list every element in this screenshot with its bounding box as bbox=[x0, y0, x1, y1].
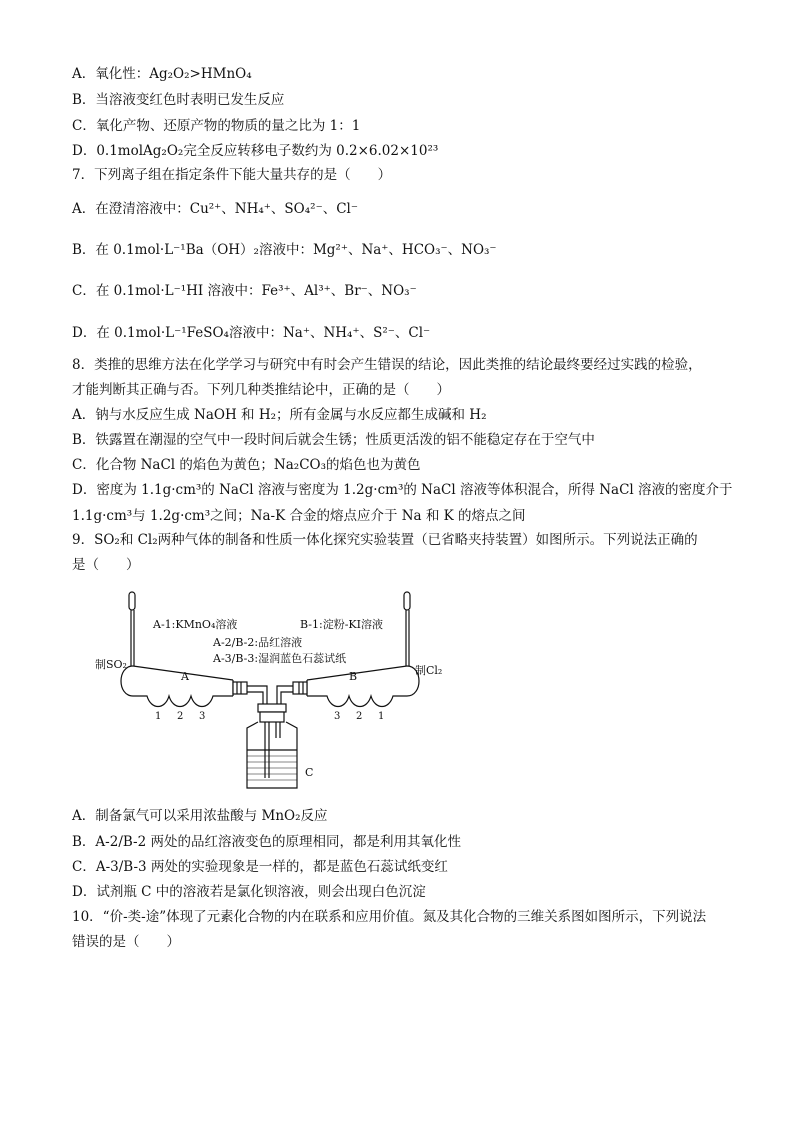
left-num-3: 3 bbox=[199, 711, 206, 722]
q9-option-c: C．A-3/B-3 两处的实验现象是一样的，都是蓝色石蕊试纸变红 bbox=[72, 859, 448, 875]
right-dropper-icon bbox=[404, 592, 410, 666]
q10-stem-line2: 错误的是（ ） bbox=[72, 934, 180, 950]
connecting-tubes-icon bbox=[247, 686, 293, 706]
left-num-1: 1 bbox=[155, 711, 162, 722]
q8-stem-line1: 8．类推的思维方法在化学学习与研究中有时会产生错误的结论，因此类推的结论最终要经过实践的检验， bbox=[72, 357, 702, 373]
right-num-3: 3 bbox=[334, 711, 341, 722]
q8-option-d-line2: 1.1g·cm³与 1.2g·cm³之间；Na-K 合金的熔点应介于 Na 和 K 的熔点之间 bbox=[72, 508, 526, 524]
label-b1: B-1:淀粉-KI溶液 bbox=[300, 618, 383, 631]
q8-option-a: A．钠与水反应生成 NaOH 和 H₂；所有金属与水反应都生成碱和 H₂ bbox=[72, 407, 487, 423]
label-cl2: 制Cl₂ bbox=[415, 664, 443, 677]
right-num-2: 2 bbox=[356, 711, 363, 722]
q9-option-b: B．A-2/B-2 两处的品红溶液变色的原理相同，都是利用其氧化性 bbox=[72, 834, 461, 850]
label-tube-b: B bbox=[349, 670, 358, 683]
label-tube-a: A bbox=[181, 670, 189, 683]
q9-option-d: D．试剂瓶 C 中的溶液若是氯化钡溶液，则会出现白色沉淀 bbox=[72, 884, 426, 900]
q8-option-c: C．化合物 NaCl 的焰色为黄色；Na₂CO₃的焰色也为黄色 bbox=[72, 457, 421, 473]
q9-option-a: A．制备氯气可以采用浓盐酸与 MnO₂反应 bbox=[72, 808, 328, 824]
q7-option-b: B．在 0.1mol·L⁻¹Ba（OH）₂溶液中：Mg²⁺、Na⁺、HCO₃⁻、NO₃⁻ bbox=[72, 242, 497, 258]
q9-stem-line1: 9．SO₂和 Cl₂两种气体的制备和性质一体化探究实验装置（已省略夹持装置）如图所示。下列说法正确的 bbox=[72, 532, 698, 548]
left-stopper-icon bbox=[233, 682, 247, 694]
q7-option-c: C．在 0.1mol·L⁻¹HI 溶液中：Fe³⁺、Al³⁺、Br⁻、NO₃⁻ bbox=[72, 283, 417, 299]
q10-stem-line1: 10．“价-类-途”体现了元素化合物的内在联系和应用价值。氮及其化合物的三维关系图如图所示，下列说法 bbox=[72, 909, 707, 925]
apparatus-diagram bbox=[95, 588, 455, 793]
right-stopper-icon bbox=[293, 682, 307, 694]
tube-b-icon bbox=[307, 666, 419, 707]
q8-option-d-line1: D．密度为 1.1g·cm³的 NaCl 溶液与密度为 1.2g·cm³的 NaCl 溶液等体积混合，所得 NaCl 溶液的密度介于 bbox=[72, 482, 733, 498]
label-ab3: A-3/B-3:湿润蓝色石蕊试纸 bbox=[213, 652, 347, 665]
label-bottle-c: C bbox=[305, 766, 314, 779]
left-dropper-icon bbox=[129, 592, 135, 666]
label-ab2: A-2/B-2:品红溶液 bbox=[213, 636, 303, 649]
apparatus-figure bbox=[95, 588, 455, 793]
right-num-1: 1 bbox=[378, 711, 385, 722]
q7-option-d: D．在 0.1mol·L⁻¹FeSO₄溶液中：Na⁺、NH₄⁺、S²⁻、Cl⁻ bbox=[72, 325, 431, 341]
q8-option-b: B．铁露置在潮湿的空气中一段时间后就会生锈；性质更活泼的铝不能稳定存在于空气中 bbox=[72, 432, 595, 448]
q9-stem-line2: 是（ ） bbox=[72, 557, 140, 573]
q6-option-c: C．氧化产物、还原产物的物质的量之比为 1：1 bbox=[72, 118, 361, 134]
q6-option-d: D．0.1molAg₂O₂完全反应转移电子数约为 0.2×6.02×10²³ bbox=[72, 143, 439, 159]
q7-stem: 7．下列离子组在指定条件下能大量共存的是（ ） bbox=[72, 167, 392, 183]
q8-stem-line2: 才能判断其正确与否。下列几种类推结论中，正确的是（ ） bbox=[72, 382, 450, 398]
label-a1: A-1:KMnO₄溶液 bbox=[153, 618, 238, 631]
q7-option-a: A．在澄清溶液中：Cu²⁺、NH₄⁺、SO₄²⁻、Cl⁻ bbox=[72, 201, 358, 217]
tube-a-icon bbox=[121, 666, 233, 707]
bottle-c-icon bbox=[247, 704, 297, 788]
q6-option-a: A．氧化性：Ag₂O₂>HMnO₄ bbox=[72, 66, 252, 82]
left-num-2: 2 bbox=[177, 711, 184, 722]
q6-option-b: B．当溶液变红色时表明已发生反应 bbox=[72, 92, 285, 108]
label-so2: 制SO₂ bbox=[95, 658, 127, 671]
